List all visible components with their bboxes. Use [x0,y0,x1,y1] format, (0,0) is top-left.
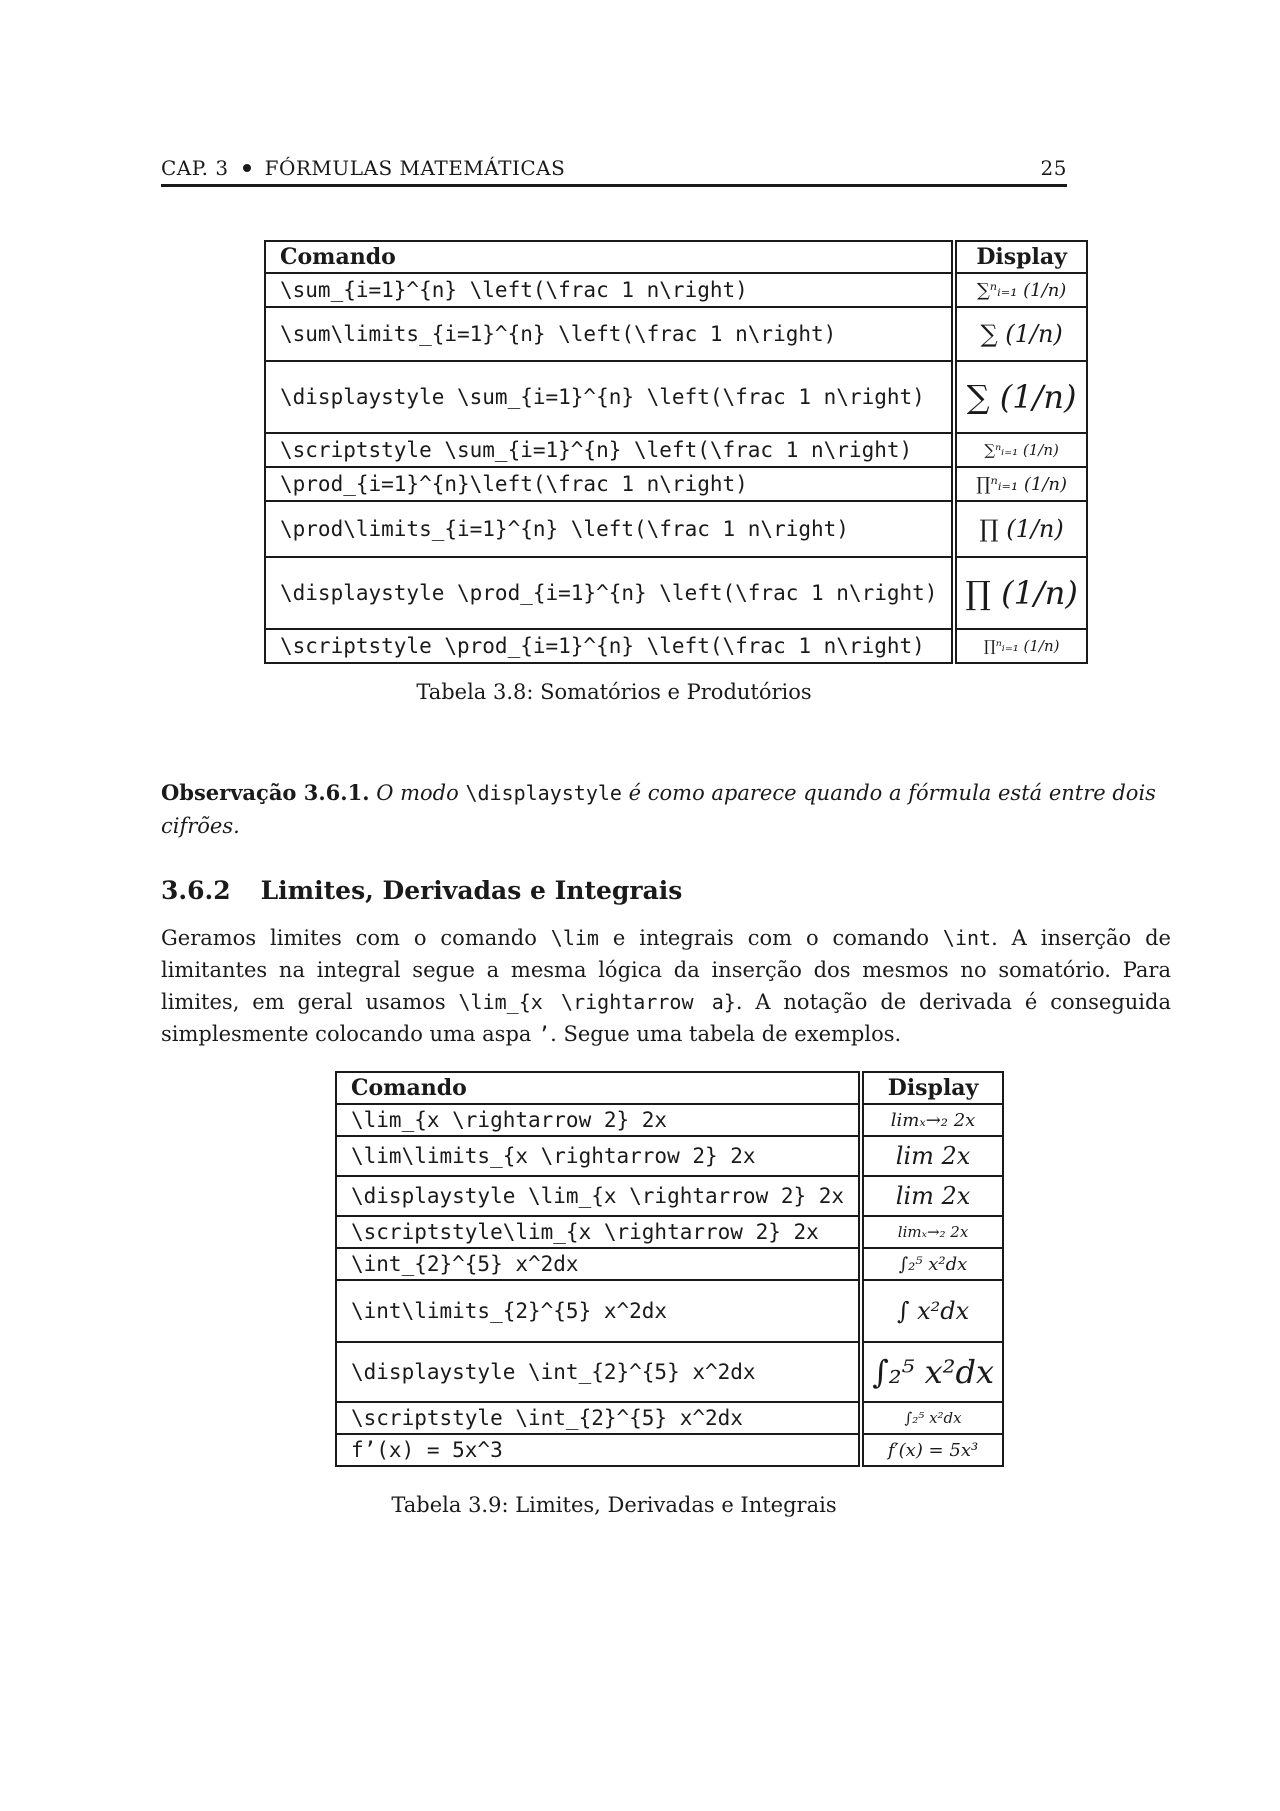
observation-code: \displaystyle [465,781,622,805]
display-cell: ∏ (1/n) [954,557,1086,629]
paragraph-text: e integrais com o comando [612,926,929,950]
display-cell: ∫₂⁵ x²dx [861,1402,1003,1434]
display-cell: ∑ (1/n) [954,361,1086,433]
table-row [265,307,1087,361]
table-row [265,501,1087,557]
command-cell: \scriptstyle\lim_{x \rightarrow 2} 2x [336,1216,861,1248]
section-title: Limites, Derivadas e Integrais [260,876,683,905]
command-cell: \displaystyle \lim_{x \rightarrow 2} 2x [336,1176,861,1216]
section-number: 3.6.2 [161,876,231,905]
command-cell: \prod_{i=1}^{n}\left(\frac 1 n\right) [265,467,954,501]
table-limits-derivatives-integrals [335,1071,1004,1467]
observation-label: Observação 3.6.1. [161,780,370,805]
table-caption: Tabela 3.9: Limites, Derivadas e Integrais [391,1493,837,1517]
command-cell: \displaystyle \int_{2}^{5} x^2dx [336,1342,861,1402]
display-cell: ∑ (1/n) [954,307,1086,361]
table-row [336,1104,1003,1136]
display-cell: ∫ x²dx [861,1280,1003,1342]
page-number: 25 [1040,156,1067,180]
inline-code: ’ [538,1022,551,1046]
observation [161,776,1171,843]
observation-text: é como aparece quando a fórmula está entre dois cifrões. [161,781,1156,838]
table-row [265,433,1087,467]
command-cell: \lim\limits_{x \rightarrow 2} 2x [336,1136,861,1176]
table-row [336,1216,1003,1248]
display-cell: ∑ⁿᵢ₌₁ (1/n) [954,273,1086,307]
display-cell: limₓ→₂ 2x [861,1216,1003,1248]
chapter-title: FÓRMULAS MATEMÁTICAS [264,156,566,180]
table-row [336,1280,1003,1342]
column-header-display: Display [954,241,1086,273]
column-header-command: Comando [265,241,954,273]
command-cell: \int_{2}^{5} x^2dx [336,1248,861,1280]
table-caption: Tabela 3.8: Somatórios e Produtórios [416,680,812,704]
display-cell: f′(x) = 5x³ [861,1434,1003,1466]
table-row [265,467,1087,501]
table-header-row [336,1072,1003,1104]
command-cell: \displaystyle \sum_{i=1}^{n} \left(\frac 1 n\right) [265,361,954,433]
paragraph-text: Geramos limites com o comando [161,926,537,950]
table-row [336,1342,1003,1402]
display-cell: lim 2x [861,1176,1003,1216]
table-row [265,273,1087,307]
column-header-display: Display [861,1072,1003,1104]
table-row [336,1402,1003,1434]
header-left [161,156,565,180]
table-row [336,1136,1003,1176]
command-cell: \scriptstyle \sum_{i=1}^{n} \left(\frac 1 n\right) [265,433,954,467]
command-cell: \prod\limits_{i=1}^{n} \left(\frac 1 n\right) [265,501,954,557]
display-cell: limₓ→₂ 2x [861,1104,1003,1136]
display-cell: ∫₂⁵ x²dx [861,1342,1003,1402]
page-header [161,152,1067,187]
table-row [336,1248,1003,1280]
observation-text: O modo [376,781,459,805]
chapter-label: CAP. 3 [161,156,229,180]
command-cell: \sum_{i=1}^{n} \left(\frac 1 n\right) [265,273,954,307]
column-header-command: Comando [336,1072,861,1104]
display-cell: ∏ⁿᵢ₌₁ (1/n) [954,629,1086,663]
display-cell: lim 2x [861,1136,1003,1176]
section-heading [161,876,682,905]
table-sums-products [264,240,1088,664]
table-row [265,629,1087,663]
table-row [265,361,1087,433]
command-cell: \int\limits_{2}^{5} x^2dx [336,1280,861,1342]
command-cell: \lim_{x \rightarrow 2} 2x [336,1104,861,1136]
inline-code: \int [942,926,992,950]
bullet-icon [243,164,251,172]
table-row [265,557,1087,629]
table-row [336,1176,1003,1216]
paragraph-text: . Segue uma tabela de exemplos. [550,1022,902,1046]
display-cell: ∫₂⁵ x²dx [861,1248,1003,1280]
body-paragraph [161,922,1171,1050]
command-cell: \displaystyle \prod_{i=1}^{n} \left(\frac 1 n\right) [265,557,954,629]
command-cell: \scriptstyle \int_{2}^{5} x^2dx [336,1402,861,1434]
paragraph-text: . A inserção de limitantes na integral segue a mesma lógica da inserção dos mesmos no somatório. Para limites, em geral usamos [161,926,1171,1014]
command-cell: \scriptstyle \prod_{i=1}^{n} \left(\frac 1 n\right) [265,629,954,663]
display-cell: ∏ (1/n) [954,501,1086,557]
inline-code: \lim [550,926,599,950]
display-cell: ∏ⁿᵢ₌₁ (1/n) [954,467,1086,501]
paragraph-text: . A notação de derivada é conseguida simplesmente colocando uma aspa [161,990,1171,1046]
command-cell: f’(x) = 5x^3 [336,1434,861,1466]
command-cell: \sum\limits_{i=1}^{n} \left(\frac 1 n\right) [265,307,954,361]
table-header-row [265,241,1087,273]
table-row [336,1434,1003,1466]
inline-code: \lim_{x \rightarrow a} [458,990,736,1014]
display-cell: ∑ⁿᵢ₌₁ (1/n) [954,433,1086,467]
